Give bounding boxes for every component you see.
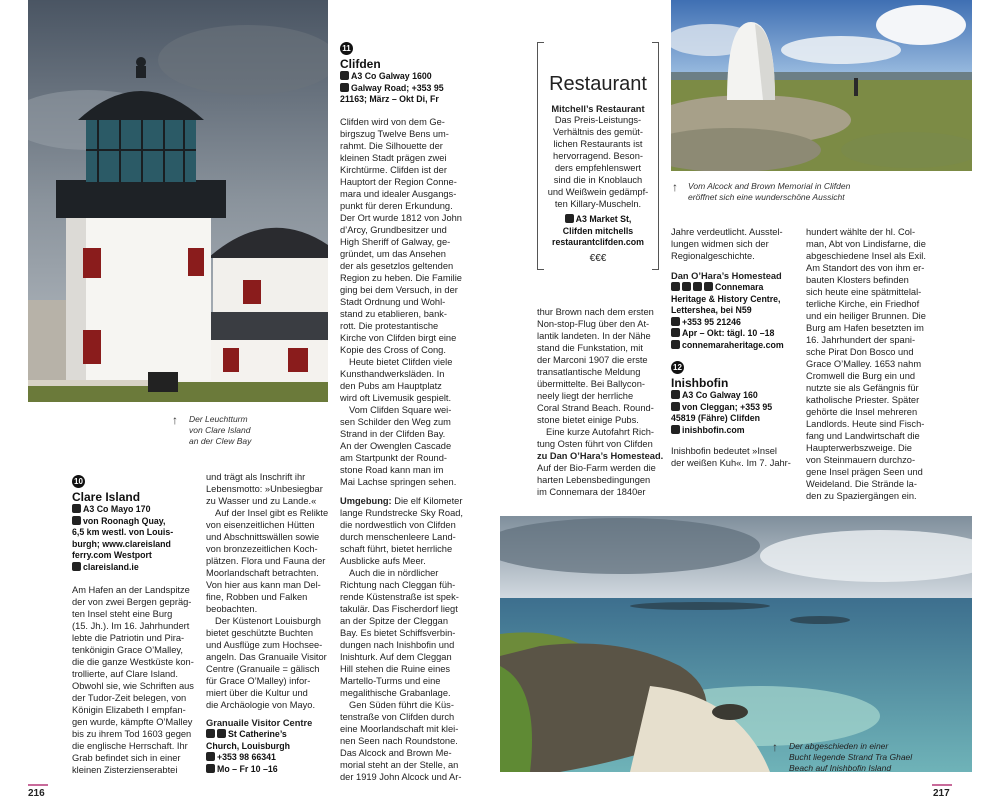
location-icon [704,282,713,291]
granuaile-title: Granuaile Visitor Centre [206,718,313,728]
accessibility-icon [206,729,215,738]
lighthouse-photo [28,0,328,402]
location-icon [217,729,226,738]
map-grid-icon [671,390,680,399]
website-icon [671,425,680,434]
price-range: €€€ [589,252,607,264]
inishbofin-column-2: hundert wählte der hl. Col- man, Abt von Lindisfarne, die abgeschiedene Insel als Exil. Am Standort des von ihm er- bauten Klosters befinden sich heute eine spätmittelal- terliche Kirche, ein Friedhof und ein heiliger Brunnen. Die Burg am Hafen besetzten im 16. Jahrhundert der spani- sche Pirat Don Bosco und Grace O’Malley. 1653 nahm Cromwell die Burg ein und nutzte sie als Gefängnis für katholische Priester. Später gehörte die Insel mehreren Landlords. Heute sind Fisch- fang und Landwirtschaft die Haupterwerbszweige. Die von Steinmauern durchzo- gene Insel prägen Seen und Weideland. Die Strände la- den zu Spaziergängen ein. [806,227,926,501]
restaurant-description: Das Preis-Leistungs- Verhältnis des gemüt- lichen Restaurants ist hervorragend. Beson- ders empfehlenswert sind die in Knoblauch und Weißwein gedämpf- ten Killary-Muscheln. [547,115,649,209]
inishbofin-info: A3 Co Galway 160 von Cleggan; +353 95 45819 (Fähre) Clifden inishbofin.com [671,390,773,435]
caption-arrow-icon: ↑ [172,413,178,427]
map-grid-icon [72,504,81,513]
dan-ohara-info: Connemara Heritage & History Centre, Lettershea, bei N59 +353 95 21246 Apr – Okt: tägl. 10 –18 connemaraheritage.com [671,282,784,350]
phone-icon [206,752,215,761]
ferry-icon [671,402,680,411]
clare-island-body: Am Hafen an der Landspitze der von zwei Bergen gepräg- ten Insel steht eine Burg (15. Jh.). Im 16. Jahrhundert lebte die Patriotin und Pira- tenkönigin Grace O’Malley, die die ganze Westküste kon- trollierte, auf Clare Island. Obwohl sie, wie Schriften aus der Tudor-Zeit belegen, von Königin Elizabeth I empfan- gen wurde, kämpfte O’Malley bis zu ihrem Tod 1603 gegen die englische Herrschaft. Ihr Grab befindet sich in einer kleinen Zisterzienserabtei [72,585,194,775]
shop-icon [693,282,702,291]
clifden-column: 11 Clifden A3 Co Galway 1600 Galway Road; +353 95 21163; März – Okt Di, Fr Clifden wird von dem Ge- birgszug Twelve Bens um- rahmt. Die Silhouette der kleinen Stadt prägen zwei Kirchtürme. Clifden ist der Hauptort der Region Conne- mara und idealer Ausgangs- punkt für deren Erkundung. Der Ort wurde 1812 von John d’Arcy, Grundbesitzer und High Sheriff of Galway, ge- gründet, um das Ansehen der als gesetzlos geltenden Region zu heben. Die Familie ging bei dem Versuch, in der Stadt Ordnung und Wohl- stand zu etablieren, bank- rott. Die protestantische Kirche von Clifden birgt eine Kopie des Cross of Cong. Heute bietet Clifden viele Kunsthandwerksläden. In den Pubs am Hauptplatz wird oft Livemusik gespielt. Vom Clifden Square wei- sen Schilder den Weg zum Strand in der Clifden Bay. An der Owenglen Cascade am Startpunkt der Round- stone Road kann man im Mai Lachse springen sehen. Umgebung: Die elf Kilometer lange Rundstrecke Sky Road, die nordwestlich von Clifden durch menschenleere Land- schaft führt, bietet herrliche Ausblicke aufs Meer. Auch die in nördlicher Richtung nach Cleggan füh- rende Küstenstraße ist spek- takulär. Das Fischerdorf liegt an der Spitze der Cleggan Bay. Es bietet Schiffsverbin- dungen nach Inishbofin und Inishturk. Auf dem Cleggan Hill stehen die Ruine eines Martello-Turms und eine megalithische Grabanlage. Gen Süden führt die Küs- tenstraße von Clifden durch eine Moorlandschaft mit klei- nen Seen nach Roundstone. Das Alcock and Brown Me- morial steht an der Stelle, an der 1919 John Alcock und Ar- [340,42,468,783]
memorial-photo [671,0,972,171]
beach-photo [500,516,972,772]
phone-icon [671,317,680,326]
website-icon [671,340,680,349]
page-marker-right [932,784,952,786]
page-number-left: 216 [28,788,45,799]
restaurant-info: A3 Market St, Clifden mitchells restaurantclifden.com [552,214,644,247]
page-number-right: 217 [933,788,950,799]
clock-icon [671,328,680,337]
page-marker-left [28,784,48,786]
entry-number-badge: 10 [72,475,85,488]
clifden-title: Clifden [340,57,381,71]
bus-icon [340,83,349,92]
clare-island-info: A3 Co Mayo 170 von Roonagh Quay, 6,5 km westl. von Louis- burgh; www.clareisland ferry.com Westport clareisland.ie [72,504,174,572]
clare-island-title: Clare Island [72,490,141,504]
clare-island-column-2: und trägt als Inschrift ihr Lebensmotto: »Unbesiegbar zu Wasser und zu Lande.« Auf der Insel gibt es Relikte von eisenzeitlichen Hütten und Abschnittswällen sowie von bronzezeitlichen Koch- plätzen. Flora und Fauna der Moorlandschaft betrachten. Von hier aus kann man Del- fine, Robben und Falken beobachten. Der Küstenort Louisburgh bietet geschützte Buchten und Ausflüge zum Hochsee- angeln. Das Granuaile Visitor Centre (Granuaile = gälisch für Grace O’Malley) infor- miert über die Kultur und die Archäologie von Mayo. Granuaile Visitor Centre St Catherine’s Church, Louisburgh +353 98 66341 Mo – Fr 10 –16 [206,471,334,775]
cafe-icon [682,282,691,291]
restaurant-box [537,42,659,270]
caption-arrow-icon: ↑ [772,740,778,754]
granuaile-info: St Catherine’s Church, Louisburgh +353 98 66341 Mo – Fr 10 –16 [206,729,291,774]
accessibility-icon [671,282,680,291]
map-grid-icon [340,71,349,80]
lighthouse-caption: Der Leuchtturm von Clare Island an der Clew Bay [189,414,252,446]
inishbofin-title: Inishbofin [671,376,729,390]
caption-arrow-icon: ↑ [672,180,678,194]
restaurant-heading: Restaurant [549,73,647,95]
beach-caption: Der abgeschieden in einer Bucht liegende Strand Tra Ghael Beach auf Inishbofin Island [789,741,913,773]
clifden-column-2: thur Brown nach dem ersten Non-stop-Flug über den At- lantik landeten. In der Nähe stand die Funkstation, mit der Marconi 1907 die erste transatlantische Meldung übermittelte. Bei Ballycon- neely liegt der herrliche Coral Strand Beach. Round- stone bietet einige Pubs. Eine kurze Autofahrt Rich- tung Osten führt von Clifden zu Dan O’Hara’s Homestead. Auf der Bio-Farm werden die harten Lebensbedingungen im Connemara der 1840er [537,307,664,497]
dan-ohara-title: Dan O’Hara’s Homestead [671,271,782,281]
ferry-icon [72,516,81,525]
clare-island-column [72,475,200,776]
entry-number-badge: 11 [340,42,353,55]
restaurant-name: Mitchell’s Restaurant [551,104,645,114]
memorial-caption: Vom Alcock and Brown Memorial in Clifden eröffnet sich eine wunderschöne Aussicht [688,181,851,202]
map-grid-icon [565,214,574,223]
website-icon [72,562,81,571]
inishbofin-column: Jahre verdeutlicht. Ausstel- lungen widmen sich der Regionalgeschichte. Dan O’Hara’s Homestead Connemara Heritage & History Centre, Lettershea, bei N59 +353 95 21246 Apr – Okt: tägl. 10 –18 connemaraheritage.com 12 Inishbofin A3 Co Galway 160 von Cleggan; +353 95 45819 (Fähre) Clifden inishbofin.com Inishbofin bedeutet »Insel der weißen Kuh«. Im 7. Jahr- [671,226,799,469]
entry-number-badge: 12 [671,361,684,374]
clock-icon [206,764,215,773]
clifden-info: A3 Co Galway 1600 Galway Road; +353 95 21163; März – Okt Di, Fr [340,71,444,104]
